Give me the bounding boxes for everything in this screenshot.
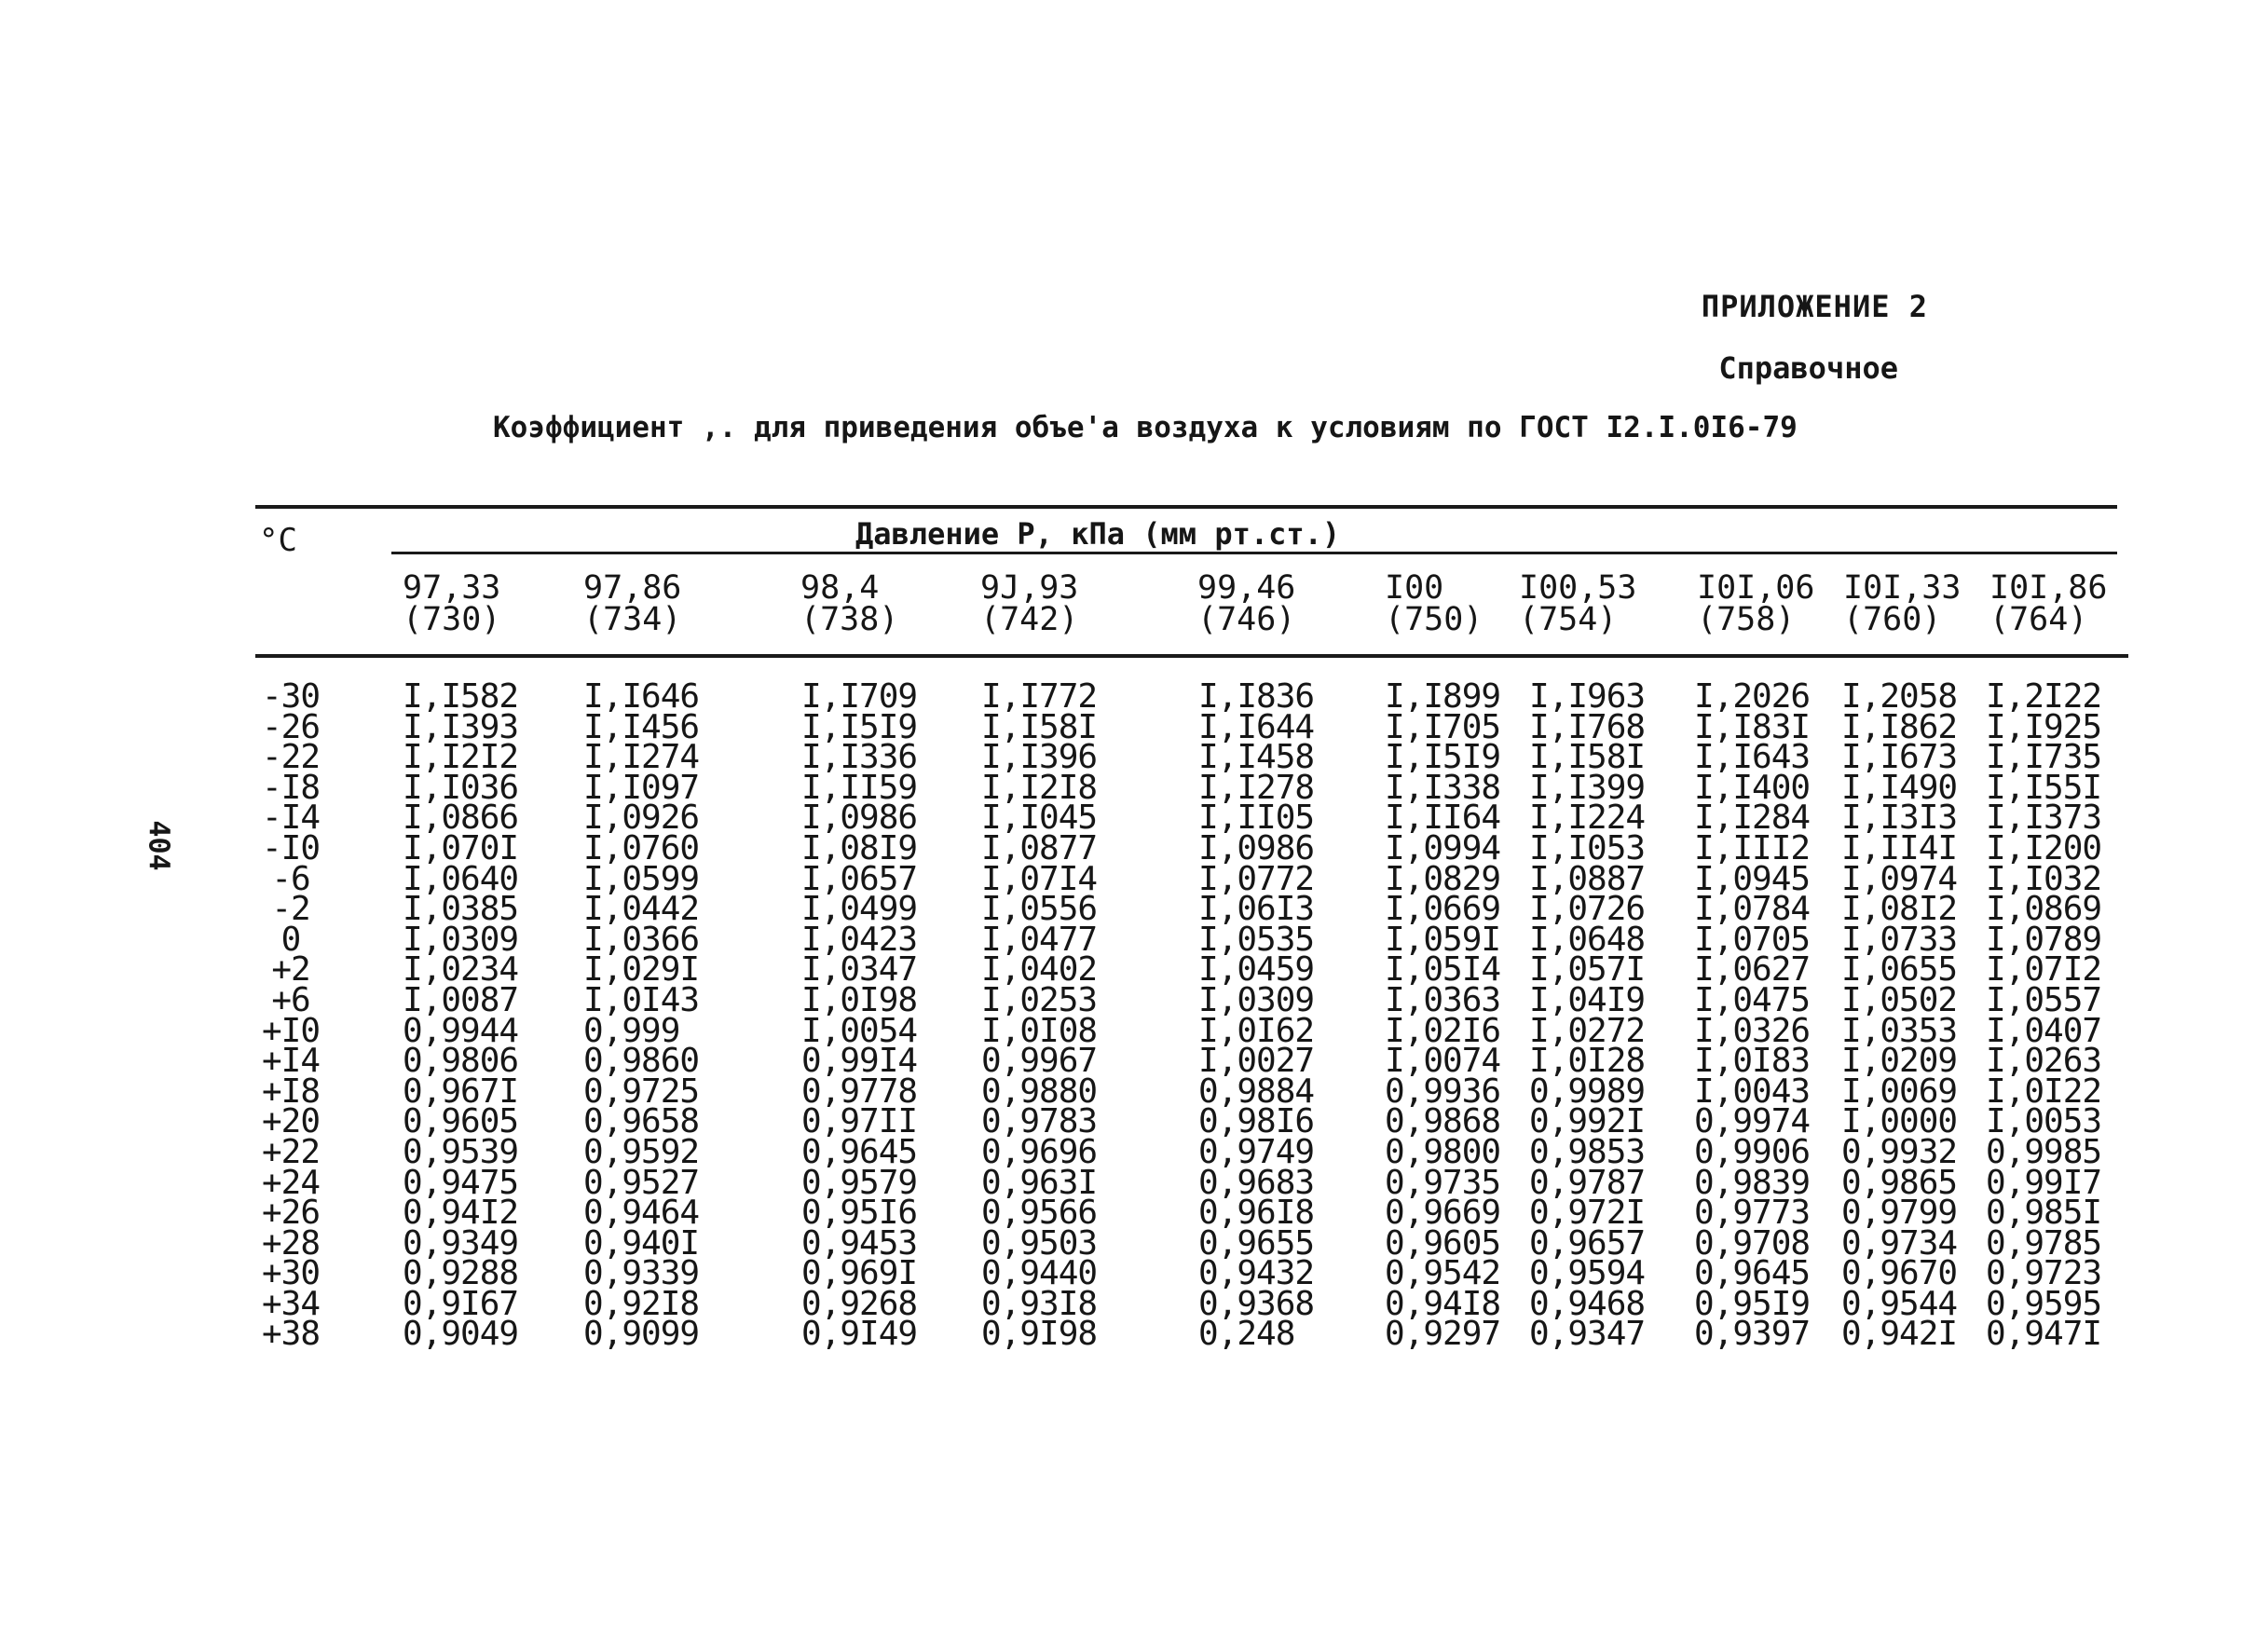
coefficient-cell: 0,9906 bbox=[1694, 1132, 1811, 1171]
coefficient-cell: I,0I28 bbox=[1529, 1042, 1646, 1081]
coefficient-cell: I,I399 bbox=[1529, 768, 1646, 807]
coefficient-cell: 0,9860 bbox=[583, 1042, 700, 1081]
coefficient-cell: I,I274 bbox=[583, 738, 700, 777]
coefficient-cell: I,057I bbox=[1529, 950, 1646, 990]
coefficient-cell: I,0789 bbox=[1986, 920, 2102, 959]
coefficient-cell: I,0477 bbox=[981, 920, 1098, 959]
coefficient-cell: I,0I08 bbox=[981, 1011, 1098, 1050]
coefficient-cell: I,0234 bbox=[403, 950, 519, 990]
pressure-header bbox=[1385, 569, 1483, 638]
coefficient-cell: I,0760 bbox=[583, 828, 700, 867]
coefficient-cell: I,II59 bbox=[801, 768, 918, 807]
temperature-cell: +I0 bbox=[261, 1011, 321, 1050]
coefficient-cell: 0,9800 bbox=[1385, 1132, 1501, 1171]
coefficient-cell: I,I053 bbox=[1529, 828, 1646, 867]
coefficient-cell: I,I2I2 bbox=[403, 738, 519, 777]
pressure-header bbox=[583, 569, 682, 638]
coefficient-cell: 0,9592 bbox=[583, 1132, 700, 1171]
coefficient-cell: 0,9527 bbox=[583, 1163, 700, 1202]
coefficient-cell: I,III2 bbox=[1694, 828, 1811, 867]
coefficient-cell: I,04I9 bbox=[1529, 980, 1646, 1019]
coefficient-cell: I,I862 bbox=[1841, 707, 1958, 746]
coefficient-cell: 0,9723 bbox=[1986, 1254, 2102, 1293]
temperature-cell: -6 bbox=[271, 859, 310, 898]
coefficient-cell: 0,999 bbox=[583, 1011, 680, 1050]
reference-type-label: Справочное bbox=[1718, 350, 1898, 386]
pressure-header bbox=[1519, 569, 1637, 638]
coefficient-cell: 0,9595 bbox=[1986, 1284, 2102, 1323]
coefficient-cell: 0,9853 bbox=[1529, 1132, 1646, 1171]
coefficient-cell: 0,9544 bbox=[1841, 1284, 1958, 1323]
coefficient-cell: I,0772 bbox=[1198, 859, 1315, 898]
pressure-kpa: 97,33 bbox=[403, 569, 501, 607]
coefficient-cell: I,I490 bbox=[1841, 768, 1958, 807]
temperature-cell: 0 bbox=[280, 920, 301, 959]
temperature-cell: +26 bbox=[261, 1194, 321, 1233]
temperature-cell: -22 bbox=[261, 738, 321, 777]
coefficient-column bbox=[1529, 677, 1646, 1354]
pressure-header bbox=[403, 569, 501, 638]
coefficient-cell: I,I5I9 bbox=[1385, 738, 1501, 777]
temperature-cell: +I4 bbox=[261, 1042, 321, 1081]
coefficient-cell: I,0087 bbox=[403, 980, 519, 1019]
coefficient-cell: 0,9799 bbox=[1841, 1194, 1958, 1233]
coefficient-cell: 0,9734 bbox=[1841, 1223, 1958, 1263]
pressure-kpa: I0I,06 bbox=[1697, 569, 1815, 607]
coefficient-cell: I,029I bbox=[583, 950, 700, 990]
side-page-number: 404 bbox=[142, 820, 175, 871]
coefficient-cell: 0,9099 bbox=[583, 1315, 700, 1354]
coefficient-cell: 0,9645 bbox=[801, 1132, 918, 1171]
coefficient-cell: I,05I4 bbox=[1385, 950, 1501, 990]
pressure-header bbox=[1989, 569, 2108, 638]
coefficient-cell: I,I200 bbox=[1986, 828, 2102, 867]
coefficient-cell: I,0986 bbox=[801, 799, 918, 838]
coefficient-cell: I,0502 bbox=[1841, 980, 1958, 1019]
coefficient-cell: I,0053 bbox=[1986, 1102, 2102, 1141]
coefficient-cell: I,2I22 bbox=[1986, 677, 2102, 716]
coefficient-cell: 0,9936 bbox=[1385, 1072, 1501, 1111]
coefficient-cell: 0,9683 bbox=[1198, 1163, 1315, 1202]
coefficient-cell: I,I5I9 bbox=[801, 707, 918, 746]
pressure-kpa: 9J,93 bbox=[980, 569, 1079, 607]
coefficient-cell: 0,9657 bbox=[1529, 1223, 1646, 1263]
coefficient-cell: I,I3I3 bbox=[1841, 799, 1958, 838]
coefficient-cell: 0,9785 bbox=[1986, 1223, 2102, 1263]
coefficient-cell: I,0974 bbox=[1841, 859, 1958, 898]
coefficient-cell: 0,9696 bbox=[981, 1132, 1098, 1171]
coefficient-cell: 0,9539 bbox=[403, 1132, 519, 1171]
coefficient-cell: 0,9339 bbox=[583, 1254, 700, 1293]
coefficient-cell: 0,9773 bbox=[1694, 1194, 1811, 1233]
coefficient-cell: I,0407 bbox=[1986, 1011, 2102, 1050]
coefficient-cell: I,I336 bbox=[801, 738, 918, 777]
coefficient-cell: 0,9645 bbox=[1694, 1254, 1811, 1293]
temperature-cell: +38 bbox=[261, 1315, 321, 1354]
coefficient-cell: I,I58I bbox=[1529, 738, 1646, 777]
coefficient-cell: 0,96I8 bbox=[1198, 1194, 1315, 1233]
coefficient-cell: I,0326 bbox=[1694, 1011, 1811, 1050]
coefficient-cell: I,I2I8 bbox=[981, 768, 1098, 807]
coefficient-cell: 0,248 bbox=[1198, 1315, 1295, 1354]
pressure-kpa: 98,4 bbox=[800, 569, 880, 607]
coefficient-cell: I,0557 bbox=[1986, 980, 2102, 1019]
coefficient-cell: I,I458 bbox=[1198, 738, 1315, 777]
coefficient-cell: I,08I2 bbox=[1841, 890, 1958, 929]
coefficient-cell: 0,93I8 bbox=[981, 1284, 1098, 1323]
coefficient-cell: 0,9708 bbox=[1694, 1223, 1811, 1263]
coefficient-cell: I,0309 bbox=[1198, 980, 1315, 1019]
pressure-mm: (734) bbox=[583, 601, 682, 638]
coefficient-cell: 0,95I9 bbox=[1694, 1284, 1811, 1323]
temperature-cell: -26 bbox=[261, 707, 321, 746]
coefficient-cell: I,0733 bbox=[1841, 920, 1958, 959]
pressure-mm: (754) bbox=[1519, 601, 1618, 638]
header-bottom-rule bbox=[255, 654, 2128, 658]
coefficient-cell: I,0I83 bbox=[1694, 1042, 1811, 1081]
coefficient-cell: 0,9865 bbox=[1841, 1163, 1958, 1202]
coefficient-cell: 0,9839 bbox=[1694, 1163, 1811, 1202]
coefficient-cell: I,07I4 bbox=[981, 859, 1098, 898]
temperature-cell: -I8 bbox=[261, 768, 321, 807]
coefficient-cell: I,0459 bbox=[1198, 950, 1315, 990]
coefficient-cell: I,0000 bbox=[1841, 1102, 1958, 1141]
coefficient-cell: 0,9503 bbox=[981, 1223, 1098, 1263]
coefficient-cell: I,0866 bbox=[403, 799, 519, 838]
coefficient-cell: 0,9783 bbox=[981, 1102, 1098, 1141]
coefficient-cell: 0,9967 bbox=[981, 1042, 1098, 1081]
coefficient-cell: I,I772 bbox=[981, 677, 1098, 716]
coefficient-cell: I,0994 bbox=[1385, 828, 1501, 867]
coefficient-cell: I,I735 bbox=[1986, 738, 2102, 777]
coefficient-column bbox=[1841, 677, 1958, 1354]
coefficient-cell: I,059I bbox=[1385, 920, 1501, 959]
coefficient-column bbox=[403, 677, 519, 1354]
coefficient-cell: I,0353 bbox=[1841, 1011, 1958, 1050]
temperature-cell: +I8 bbox=[261, 1072, 321, 1111]
coefficient-cell: I,0499 bbox=[801, 890, 918, 929]
pressure-mm: (738) bbox=[800, 601, 899, 638]
pressure-kpa: I00 bbox=[1385, 569, 1444, 607]
coefficient-cell: I,I705 bbox=[1385, 707, 1501, 746]
coefficient-cell: I,I963 bbox=[1529, 677, 1646, 716]
coefficient-cell: I,I097 bbox=[583, 768, 700, 807]
coefficient-cell: 0,9989 bbox=[1529, 1072, 1646, 1111]
coefficient-cell: 0,9268 bbox=[801, 1284, 918, 1323]
coefficient-cell: I,II05 bbox=[1198, 799, 1315, 838]
coefficient-cell: 0,9749 bbox=[1198, 1132, 1315, 1171]
coefficient-cell: I,I045 bbox=[981, 799, 1098, 838]
temperature-cell: -2 bbox=[271, 890, 310, 929]
coefficient-cell: 0,95I6 bbox=[801, 1194, 918, 1233]
coefficient-cell: 0,9985 bbox=[1986, 1132, 2102, 1171]
pressure-header bbox=[1697, 569, 1815, 638]
coefficient-cell: I,07I2 bbox=[1986, 950, 2102, 990]
coefficient-cell: I,0054 bbox=[801, 1011, 918, 1050]
coefficient-cell: I,0648 bbox=[1529, 920, 1646, 959]
coefficient-cell: I,I396 bbox=[981, 738, 1098, 777]
coefficient-cell: I,2058 bbox=[1841, 677, 1958, 716]
pressure-header bbox=[980, 569, 1079, 638]
coefficient-cell: 0,972I bbox=[1529, 1194, 1646, 1233]
coefficient-cell: 0,992I bbox=[1529, 1102, 1646, 1141]
coefficient-cell: 0,99I7 bbox=[1986, 1163, 2102, 1202]
coefficient-cell: I,0640 bbox=[403, 859, 519, 898]
coefficient-cell: 0,9349 bbox=[403, 1223, 519, 1263]
coefficient-cell: I,0535 bbox=[1198, 920, 1315, 959]
coefficient-cell: 0,9468 bbox=[1529, 1284, 1646, 1323]
coefficient-cell: I,0599 bbox=[583, 859, 700, 898]
coefficient-cell: I,0887 bbox=[1529, 859, 1646, 898]
pressure-mm: (730) bbox=[403, 601, 501, 638]
coefficient-cell: 0,9778 bbox=[801, 1072, 918, 1111]
coefficient-cell: 0,9475 bbox=[403, 1163, 519, 1202]
coefficient-cell: 0,9347 bbox=[1529, 1315, 1646, 1354]
pressure-kpa: I0I,33 bbox=[1843, 569, 1962, 607]
pressure-group-header: Давление Р, кПа (мм рт.ст.) bbox=[855, 516, 1341, 552]
coefficient-cell: 0,9288 bbox=[403, 1254, 519, 1293]
coefficient-cell: 0,9542 bbox=[1385, 1254, 1501, 1293]
coefficient-cell: 0,9605 bbox=[1385, 1223, 1501, 1263]
coefficient-cell: I,0475 bbox=[1694, 980, 1811, 1019]
coefficient-cell: I,II64 bbox=[1385, 799, 1501, 838]
coefficient-cell: 0,985I bbox=[1986, 1194, 2102, 1233]
coefficient-cell: 0,9880 bbox=[981, 1072, 1098, 1111]
pressure-header bbox=[800, 569, 899, 638]
coefficient-cell: 0,94I2 bbox=[403, 1194, 519, 1233]
coefficient-cell: 0,9297 bbox=[1385, 1315, 1501, 1354]
coefficient-cell: 0,9049 bbox=[403, 1315, 519, 1354]
coefficient-cell: 0,9787 bbox=[1529, 1163, 1646, 1202]
coefficient-cell: I,0655 bbox=[1841, 950, 1958, 990]
temperature-cell: +22 bbox=[261, 1132, 321, 1171]
coefficient-cell: I,070I bbox=[403, 828, 519, 867]
pressure-mm: (750) bbox=[1385, 601, 1483, 638]
coefficient-cell: I,I284 bbox=[1694, 799, 1811, 838]
coefficient-cell: 0,98I6 bbox=[1198, 1102, 1315, 1141]
coefficient-cell: I,I673 bbox=[1841, 738, 1958, 777]
coefficient-cell: I,I768 bbox=[1529, 707, 1646, 746]
coefficient-cell: I,0926 bbox=[583, 799, 700, 838]
coefficient-column bbox=[1385, 677, 1501, 1354]
coefficient-cell: I,0I98 bbox=[801, 980, 918, 1019]
temperature-cell: +24 bbox=[261, 1163, 321, 1202]
coefficient-cell: 0,9944 bbox=[403, 1011, 519, 1050]
pressure-header-rule bbox=[391, 552, 2117, 554]
coefficient-cell: 0,9806 bbox=[403, 1042, 519, 1081]
coefficient-cell: 0,9I49 bbox=[801, 1315, 918, 1354]
temperature-cell: +2 bbox=[271, 950, 310, 990]
table-top-rule bbox=[255, 505, 2117, 509]
pressure-mm: (764) bbox=[1989, 601, 2088, 638]
coefficient-cell: I,0669 bbox=[1385, 890, 1501, 929]
coefficient-cell: I,I393 bbox=[403, 707, 519, 746]
coefficient-cell: I,I644 bbox=[1198, 707, 1315, 746]
coefficient-cell: 0,9397 bbox=[1694, 1315, 1811, 1354]
coefficient-cell: 0,92I8 bbox=[583, 1284, 700, 1323]
coefficient-cell: I,I899 bbox=[1385, 677, 1501, 716]
coefficient-column bbox=[583, 677, 700, 1354]
coefficient-cell: I,I643 bbox=[1694, 738, 1811, 777]
coefficient-cell: I,I83I bbox=[1694, 707, 1811, 746]
coefficient-cell: I,II4I bbox=[1841, 828, 1958, 867]
coefficient-cell: I,I582 bbox=[403, 677, 519, 716]
coefficient-cell: 0,9440 bbox=[981, 1254, 1098, 1293]
temperature-cell: -I4 bbox=[261, 799, 321, 838]
coefficient-cell: 0,9735 bbox=[1385, 1163, 1501, 1202]
coefficient-cell: 0,942I bbox=[1841, 1315, 1958, 1354]
temperature-cell: +34 bbox=[261, 1284, 321, 1323]
coefficient-cell: I,0705 bbox=[1694, 920, 1811, 959]
coefficient-cell: I,0385 bbox=[403, 890, 519, 929]
coefficient-cell: I,0829 bbox=[1385, 859, 1501, 898]
coefficient-cell: 0,9368 bbox=[1198, 1284, 1315, 1323]
coefficient-cell: 0,9453 bbox=[801, 1223, 918, 1263]
temperature-cell: -I0 bbox=[261, 828, 321, 867]
coefficient-cell: 0,9464 bbox=[583, 1194, 700, 1233]
coefficient-cell: I,0027 bbox=[1198, 1042, 1315, 1081]
coefficient-cell: 0,9670 bbox=[1841, 1254, 1958, 1293]
coefficient-cell: I,0272 bbox=[1529, 1011, 1646, 1050]
coefficient-cell: 0,9579 bbox=[801, 1163, 918, 1202]
coefficient-cell: I,0069 bbox=[1841, 1072, 1958, 1111]
temperature-column bbox=[259, 677, 322, 1354]
coefficient-cell: I,0627 bbox=[1694, 950, 1811, 990]
coefficient-cell: I,0442 bbox=[583, 890, 700, 929]
coefficient-cell: 0,969I bbox=[801, 1254, 918, 1293]
pressure-kpa: I00,53 bbox=[1519, 569, 1637, 607]
coefficient-cell: I,0074 bbox=[1385, 1042, 1501, 1081]
coefficient-cell: I,06I3 bbox=[1198, 890, 1315, 929]
temperature-cell: +20 bbox=[261, 1102, 321, 1141]
coefficient-column bbox=[1694, 677, 1811, 1354]
appendix-label: ПРИЛОЖЕНИЕ 2 bbox=[1701, 289, 1928, 324]
coefficient-cell: I,I338 bbox=[1385, 768, 1501, 807]
coefficient-cell: I,0402 bbox=[981, 950, 1098, 990]
coefficient-cell: I,0657 bbox=[801, 859, 918, 898]
coefficient-cell: I,I836 bbox=[1198, 677, 1315, 716]
coefficient-cell: I,0043 bbox=[1694, 1072, 1811, 1111]
temperature-cell: +28 bbox=[261, 1223, 321, 1263]
coefficient-cell: I,I709 bbox=[801, 677, 918, 716]
coefficient-cell: I,I58I bbox=[981, 707, 1098, 746]
temperature-column-header: °C bbox=[259, 522, 297, 559]
pressure-mm: (758) bbox=[1697, 601, 1796, 638]
coefficient-column bbox=[801, 677, 918, 1354]
coefficient-cell: 0,9725 bbox=[583, 1072, 700, 1111]
table-title: Коэффициент ,. для приведения объе'а воздуха к условиям по ГОСТ I2.I.0I6-79 bbox=[493, 411, 1798, 444]
coefficient-cell: 0,9655 bbox=[1198, 1223, 1315, 1263]
temperature-cell: +6 bbox=[271, 980, 310, 1019]
pressure-kpa: 97,86 bbox=[583, 569, 682, 607]
coefficient-cell: I,0423 bbox=[801, 920, 918, 959]
coefficient-cell: I,I036 bbox=[403, 768, 519, 807]
coefficient-cell: 0,9432 bbox=[1198, 1254, 1315, 1293]
coefficient-cell: 0,940I bbox=[583, 1223, 700, 1263]
coefficient-cell: 0,947I bbox=[1986, 1315, 2102, 1354]
coefficient-cell: I,0363 bbox=[1385, 980, 1501, 1019]
coefficient-column bbox=[1198, 677, 1315, 1354]
coefficient-cell: I,I646 bbox=[583, 677, 700, 716]
coefficient-cell: I,0209 bbox=[1841, 1042, 1958, 1081]
coefficient-cell: 0,9868 bbox=[1385, 1102, 1501, 1141]
coefficient-cell: I,I224 bbox=[1529, 799, 1646, 838]
coefficient-cell: I,0726 bbox=[1529, 890, 1646, 929]
coefficient-cell: 0,9I67 bbox=[403, 1284, 519, 1323]
coefficient-cell: I,0986 bbox=[1198, 828, 1315, 867]
coefficient-cell: I,0253 bbox=[981, 980, 1098, 1019]
coefficient-cell: I,I400 bbox=[1694, 768, 1811, 807]
coefficient-cell: 0,9658 bbox=[583, 1102, 700, 1141]
pressure-mm: (742) bbox=[980, 601, 1079, 638]
coefficient-cell: 0,9884 bbox=[1198, 1072, 1315, 1111]
coefficient-cell: 0,94I8 bbox=[1385, 1284, 1501, 1323]
coefficient-cell: 0,9669 bbox=[1385, 1194, 1501, 1233]
coefficient-cell: I,0I43 bbox=[583, 980, 700, 1019]
coefficient-cell: I,I456 bbox=[583, 707, 700, 746]
coefficient-cell: I,I373 bbox=[1986, 799, 2102, 838]
temperature-cell: +30 bbox=[261, 1254, 321, 1293]
coefficient-cell: I,0877 bbox=[981, 828, 1098, 867]
pressure-kpa: 99,46 bbox=[1197, 569, 1296, 607]
pressure-header bbox=[1197, 569, 1296, 638]
coefficient-cell: 0,9932 bbox=[1841, 1132, 1958, 1171]
coefficient-cell: 0,967I bbox=[403, 1072, 519, 1111]
temperature-cell: -30 bbox=[261, 677, 321, 716]
coefficient-cell: 0,99I4 bbox=[801, 1042, 918, 1081]
coefficient-cell: I,0I22 bbox=[1986, 1072, 2102, 1111]
coefficient-cell: I,0784 bbox=[1694, 890, 1811, 929]
coefficient-cell: I,0263 bbox=[1986, 1042, 2102, 1081]
pressure-kpa: I0I,86 bbox=[1989, 569, 2108, 607]
coefficient-cell: 0,97II bbox=[801, 1102, 918, 1141]
coefficient-cell: I,2026 bbox=[1694, 677, 1811, 716]
coefficient-column bbox=[1986, 677, 2102, 1354]
coefficient-cell: I,0945 bbox=[1694, 859, 1811, 898]
coefficient-cell: 0,9I98 bbox=[981, 1315, 1098, 1354]
coefficient-cell: 0,963I bbox=[981, 1163, 1098, 1202]
coefficient-cell: 0,9605 bbox=[403, 1102, 519, 1141]
coefficient-cell: I,0347 bbox=[801, 950, 918, 990]
coefficient-cell: I,0556 bbox=[981, 890, 1098, 929]
coefficient-cell: 0,9594 bbox=[1529, 1254, 1646, 1293]
coefficient-cell: I,I278 bbox=[1198, 768, 1315, 807]
pressure-mm: (746) bbox=[1197, 601, 1296, 638]
coefficient-cell: I,02I6 bbox=[1385, 1011, 1501, 1050]
pressure-header bbox=[1843, 569, 1962, 638]
coefficient-cell: I,0I62 bbox=[1198, 1011, 1315, 1050]
coefficient-cell: I,08I9 bbox=[801, 828, 918, 867]
coefficient-cell: I,0869 bbox=[1986, 890, 2102, 929]
coefficient-cell: I,I925 bbox=[1986, 707, 2102, 746]
coefficient-cell: I,0309 bbox=[403, 920, 519, 959]
pressure-mm: (760) bbox=[1843, 601, 1942, 638]
coefficient-cell: I,I032 bbox=[1986, 859, 2102, 898]
coefficient-cell: 0,9566 bbox=[981, 1194, 1098, 1233]
coefficient-cell: 0,9974 bbox=[1694, 1102, 1811, 1141]
coefficient-cell: I,0366 bbox=[583, 920, 700, 959]
coefficient-cell: I,I55I bbox=[1986, 768, 2102, 807]
coefficient-column bbox=[981, 677, 1098, 1354]
